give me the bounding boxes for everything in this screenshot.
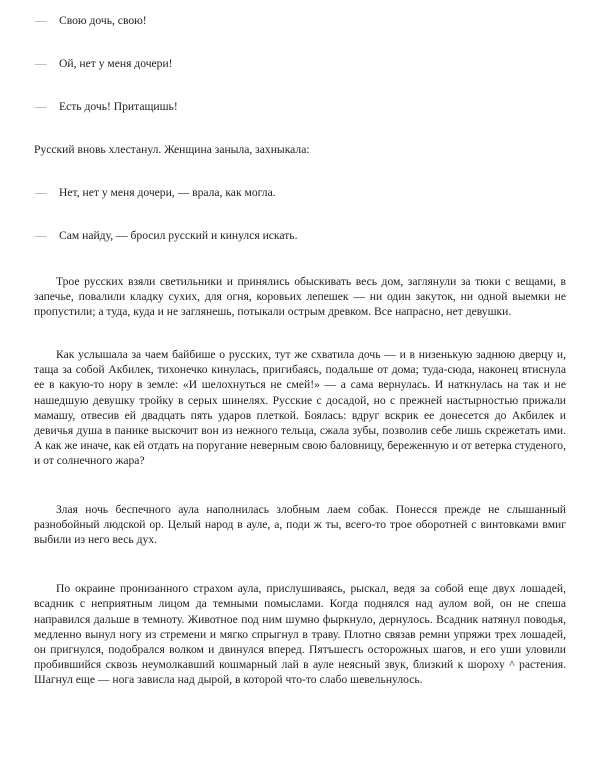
dialogue-line [34,186,566,200]
dialogue-line [34,229,566,243]
dialogue-text: Свою дочь, свою! [59,14,147,27]
spacer [34,486,566,502]
em-dash-marker-icon: — [35,100,47,113]
em-dash-marker-icon: — [35,57,47,70]
body-paragraph: Злая ночь беспечного аула наполнилась злобным лаем собак. Понесся прежде не слышанный разнобойный людской ор. Целый народ в ауле, а, поди ж ты, всего-то трое оборотней с винтовками вмиг выбили из него весь дух. [34,503,566,547]
body-paragraph: По окраине пронизанного страхом аула, прислушиваясь, рыскал, ведя за собой еще двух лошадей, всадник с неприятным лицом да темными помыслами. Когда поднялся над аулом вой, он не спеша направился дальше в темноту. Животное под ним шумно фыркнуло, дернулось. Всадник натянул поводья, медленно вынул ногу из стремени и мягко спрыгнул в траву. Плотно связав ремни упряжи трех лошадей, он пригнулся, подобрался волком и двинулся вперед. Пятъшесгь осторожных шагов, и его уши уловили пробившийся сквозь неумолкавший кошмарный лай в ауле неясный звук, близкий к шороху ^ растения. Шагнул еще — нога зависла над дырой, в которой что-то слабо шевельнулось. [34,582,566,686]
body-paragraph: Трое русских взяли светильники и принялись обыскивать весь дом, заглянули за тюки с вещами, в запечье, повалили кладку сухих, для огня, коровьих лепешек — ни один закуток, ни одной выемки не пропустили; а туда, куда и не заглянешь, потыкали острым древком. Все напрасно, нет девушки. [34,275,566,319]
dialogue-line [34,57,566,71]
em-dash-marker-icon: — [35,186,47,199]
dialogue-text: Ой, нет у меня дочери! [59,57,173,70]
dialogue-text: Сам найду, — бросил русский и кинулся искать. [59,229,298,242]
narration-line: Русский вновь хлестанул. Женщина заныла, захныкала: [34,143,310,156]
dialogue-line [34,100,566,114]
spacer [34,565,566,581]
em-dash-marker-icon: — [35,229,47,242]
body-paragraph: Как услышала за чаем байбише о русских, тут же схватила дочь — и в низенькую заднюю дверцу и, таща за собой Акбилек, тихонечко кинулась, пригибаясь, подальше от дома; туда-сюда, наконец втиснула ее в какую-то нору в земле: «И шелохнуться не смей!» — а сама вернулась. И наткнулась на так и не нашедшую девушку тройку в серых шинелях. Русские с досадой, но с прежней настырностью прижали мамашу, отвесив ей двадцать пять ударов плеткой. Боялась: вдруг вскрик ее донесется до Акбилек и девичья душа в панике выскочит вон из нежного тельца, сжала зубы, позволив себе лишь скрежетать ими. А как же иначе, как ей отдать на поругание неверным свою баловницу, береженную и от ветерка студеного, и от солнечного жара? [34,348,566,467]
em-dash-marker-icon: — [35,14,47,27]
dialogue-text: Есть дочь! Притащишь! [59,100,178,113]
dialogue-text: Нет, нет у меня дочери, — врала, как могла. [59,186,276,199]
dialogue-line [34,14,566,28]
spacer [34,337,566,347]
